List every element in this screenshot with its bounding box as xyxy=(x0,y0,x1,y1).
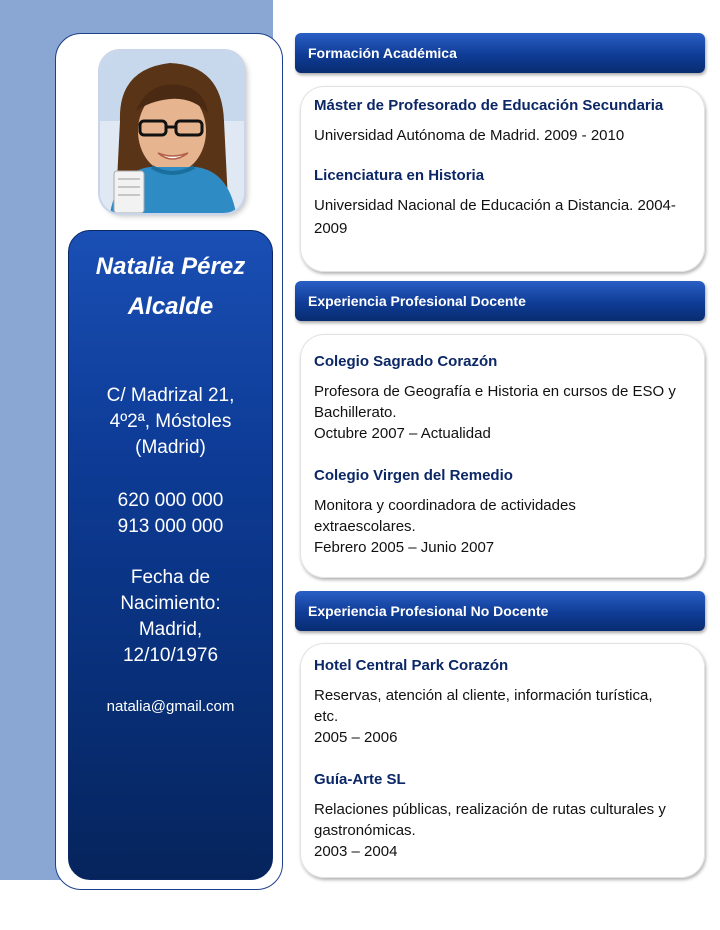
entry-line: Reservas, atención al cliente, información turística, xyxy=(314,687,653,704)
entry-title: Guía-Arte SL xyxy=(314,771,406,788)
section-header-teaching: Experiencia Profesional Docente xyxy=(295,281,705,321)
address-line-1: C/ Madrizal 21, xyxy=(106,385,235,406)
entry-line: etc. xyxy=(314,708,339,725)
phone-numbers xyxy=(79,488,262,540)
section-box-non-teaching xyxy=(300,643,705,878)
entry-line: 2005 – 2006 xyxy=(314,729,398,746)
birth-line-2: Nacimiento: xyxy=(120,593,221,614)
entry-title: Colegio Virgen del Remedio xyxy=(314,467,513,484)
profile-photo-illustration xyxy=(100,51,244,213)
name-line-1: Natalia Pérez xyxy=(95,253,246,280)
entry-line: Profesora de Geografía e Historia en cursos de ESO y xyxy=(314,383,676,400)
email-address: natalia@gmail.com xyxy=(106,698,235,715)
section-header-non-teaching: Experiencia Profesional No Docente xyxy=(295,591,705,631)
entry-title: Máster de Profesorado de Educación Secundaria xyxy=(314,97,664,114)
address-line-3: (Madrid) xyxy=(135,437,206,458)
entry-line: Universidad Autónoma de Madrid. 2009 - 2010 xyxy=(314,127,625,144)
entry-line: Bachillerato. xyxy=(314,404,397,421)
personal-info-card xyxy=(68,230,273,880)
entry-line: Monitora y coordinadora de actividades xyxy=(314,497,576,514)
address-line-2: 4º2ª, Móstoles xyxy=(109,411,232,432)
entry-line: 2003 – 2004 xyxy=(314,843,398,860)
entry-line: Relaciones públicas, realización de rutas culturales y xyxy=(314,801,666,818)
entry-line: 2009 xyxy=(314,220,348,237)
entry-line: Febrero 2005 – Junio 2007 xyxy=(314,539,495,556)
entry-line: Universidad Nacional de Educación a Distancia. 2004- xyxy=(314,197,676,214)
entry-line: extraescolares. xyxy=(314,518,416,535)
address xyxy=(79,383,262,461)
entry-line: gastronómicas. xyxy=(314,822,416,839)
entry-title: Licenciatura en Historia xyxy=(314,167,485,184)
profile-photo xyxy=(100,51,244,213)
section-box-teaching xyxy=(300,334,705,578)
birth-info xyxy=(79,565,262,669)
birth-line-1: Fecha de xyxy=(130,567,211,588)
section-box-education xyxy=(300,86,705,272)
entry-line: Octubre 2007 – Actualidad xyxy=(314,425,491,442)
name-line-2: Alcalde xyxy=(127,293,214,320)
phone-landline: 913 000 000 xyxy=(117,516,224,537)
entry-title: Hotel Central Park Corazón xyxy=(314,657,509,674)
full-name xyxy=(69,247,272,327)
birth-line-4: 12/10/1976 xyxy=(122,645,219,666)
birth-line-3: Madrid, xyxy=(138,619,203,640)
entry-title: Colegio Sagrado Corazón xyxy=(314,353,498,370)
section-header-education: Formación Académica xyxy=(295,33,705,73)
phone-mobile: 620 000 000 xyxy=(117,490,224,511)
